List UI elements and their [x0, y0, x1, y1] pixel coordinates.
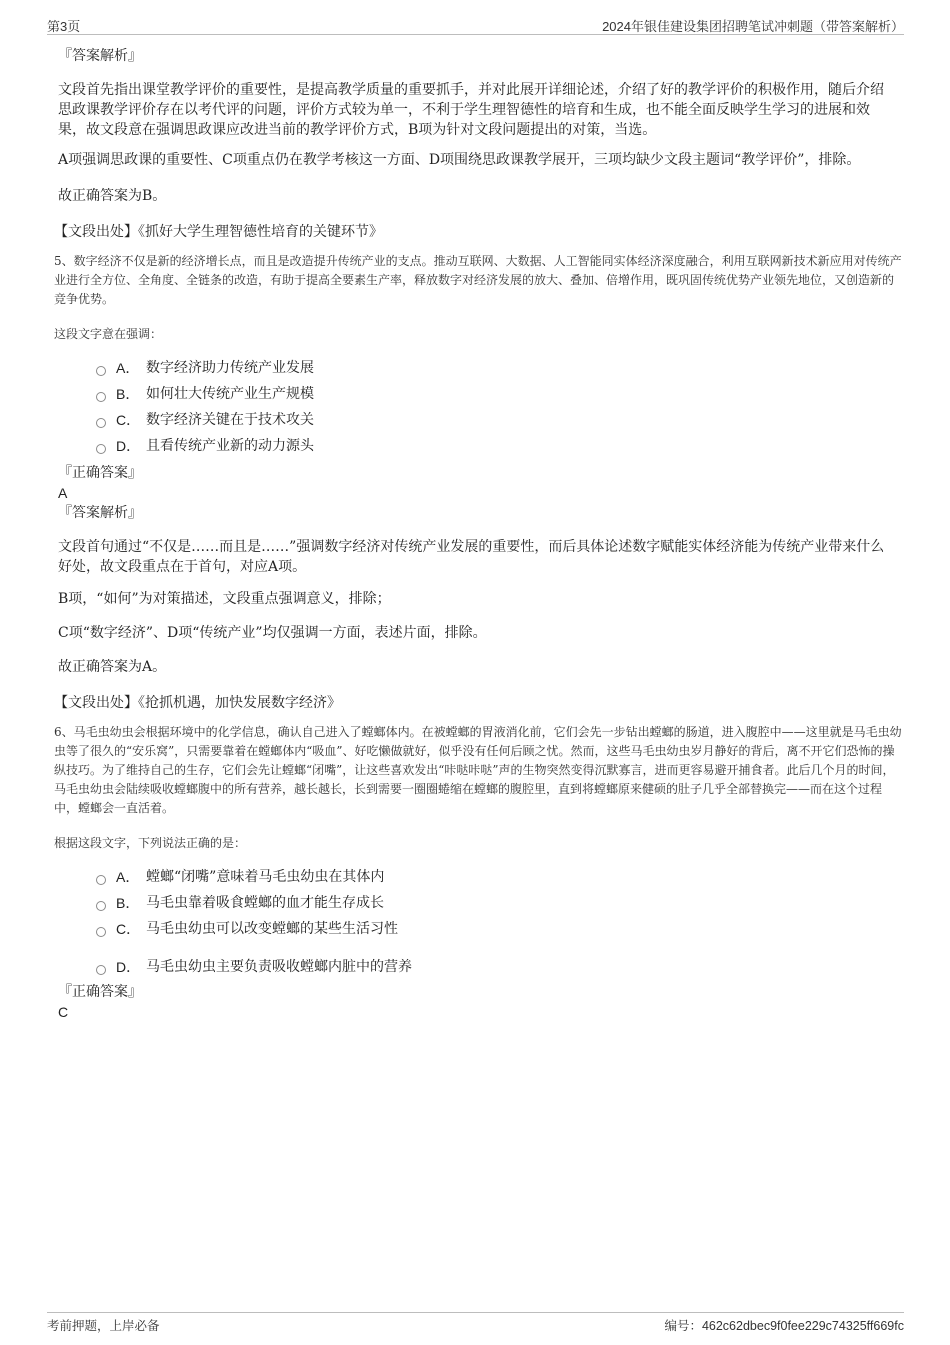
option-a[interactable]: A． 数字经济助力传统产业发展 [96, 355, 904, 381]
radio-icon[interactable] [96, 927, 106, 937]
option-d[interactable]: D． 马毛虫幼虫主要负责吸收螳螂内脏中的营养 [96, 954, 904, 980]
option-a[interactable]: A． 螳螂“闭嘴”意味着马毛虫幼虫在其体内 [96, 864, 904, 890]
analysis-paragraph: A项强调思政课的重要性、C项重点仍在教学考核这一方面、D项围绕思政课教学展开，三项均缺少文段主题词“教学评价”，排除。 [58, 152, 861, 168]
analysis-conclusion: 故正确答案为A。 [58, 659, 167, 675]
radio-icon[interactable] [96, 366, 106, 376]
page-number: 第3页 [47, 19, 81, 34]
analysis-paragraph: B项，“如何”为对策描述，文段重点强调意义，排除； [58, 591, 391, 607]
document-title: 2024年银佳建设集团招聘笔试冲刺题（带答案解析） [602, 19, 904, 34]
option-b[interactable]: B． 马毛虫靠着吸食螳螂的血才能生存成长 [96, 890, 904, 916]
analysis-paragraph: 文段首句通过“不仅是……而且是……”强调数字经济对传统产业发展的重要性，而后具体论述数字赋能实体经济能为传统产业带来什么好处，故文段重点在于首句，对应A项。 [58, 539, 885, 575]
page-content [54, 46, 904, 1022]
passage-source: 【文段出处】《抓好大学生理智德性培育的关键环节》 [54, 224, 383, 240]
option-b[interactable]: B． 如何壮大传统产业生产规模 [96, 381, 904, 407]
correct-answer: C [58, 1004, 69, 1020]
radio-icon[interactable] [96, 901, 106, 911]
option-d[interactable]: D． 且看传统产业新的动力源头 [96, 433, 904, 459]
analysis-tag: 『答案解析』 [58, 48, 142, 64]
answer-tag: 『正确答案』 [58, 984, 142, 1000]
radio-icon[interactable] [96, 875, 106, 885]
option-c[interactable]: C． 马毛虫幼虫可以改变螳螂的某些生活习性 [96, 916, 904, 942]
radio-icon[interactable] [96, 965, 106, 975]
radio-icon[interactable] [96, 418, 106, 428]
radio-icon[interactable] [96, 444, 106, 454]
options-list-6 [96, 864, 904, 980]
footer-slogan: 考前押题，上岸必备 [47, 1319, 160, 1333]
correct-answer: A [58, 485, 68, 501]
radio-icon[interactable] [96, 392, 106, 402]
question-stem-5: 5、数字经济不仅是新的经济增长点，而且是改造提升传统产业的支点。推动互联网、大数据、人工智能同实体经济深度融合，利用互联网新技术新应用对传统产业进行全方位、全角度、全链条的改造，有助于提高全要素生产率，释放数字对经济发展的放大、叠加、倍增作用，既巩固传统优势产业领先地位，又创造新的竞争优势。 [54, 254, 902, 306]
document-code: 编号：462c62dbec9f0fee229c74325ff669fc [664, 1319, 904, 1333]
analysis-tag: 『答案解析』 [58, 505, 142, 521]
question-prompt-6: 根据这段文字，下列说法正确的是： [54, 836, 247, 850]
page-header [47, 14, 904, 35]
answer-tag: 『正确答案』 [58, 465, 142, 481]
passage-source: 【文段出处】《抢抓机遇，加快发展数字经济》 [54, 695, 341, 711]
option-c[interactable]: C． 数字经济关键在于技术攻关 [96, 407, 904, 433]
analysis-paragraph: 文段首先指出课堂教学评价的重要性，是提高教学质量的重要抓手，并对此展开详细论述，介绍了好的教学评价的积极作用，随后介绍思政课教学评价存在以考代评的问题，评价方式较为单一，不利于学生理智德性的培育和生成，也不能全面反映学生学习的进展和效果，故文段意在强调思政课应改进当前的教学评价方式，B项为针对文段问题提出的对策，当选。 [58, 82, 884, 138]
question-prompt-5: 这段文字意在强调： [54, 327, 163, 341]
analysis-conclusion: 故正确答案为B。 [58, 188, 167, 204]
options-list-5 [96, 355, 904, 459]
page-footer [47, 1312, 904, 1335]
question-stem-6: 6、马毛虫幼虫会根据环境中的化学信息，确认自己进入了螳螂体内。在被螳螂的胃液消化前，它们会先一步钻出螳螂的肠道，进入腹腔中——这里就是马毛虫幼虫等了很久的“安乐窝”，只需要靠着在螳螂体内“吸血”、好吃懒做就好，似乎没有任何后顾之忧。然而，这些马毛虫幼虫岁月静好的背后，离不开它们恐怖的操纵技巧。为了维持自己的生存，它们会先让螳螂“闭嘴”，让这些喜欢发出“咔哒咔哒”声的生物突然变得沉默寡言，进而更容易避开捕食者。此后几个月的时间，马毛虫幼虫会陆续吸收螳螂腹中的所有营养，越长越长，长到需要一圈圈蜷缩在螳螂的腹腔里，直到将螳螂原来健硕的肚子几乎全部替换完——而在这个过程中，螳螂会一直活着。 [54, 725, 902, 815]
analysis-paragraph: C项“数字经济”、D项“传统产业”均仅强调一方面，表述片面，排除。 [58, 625, 487, 641]
